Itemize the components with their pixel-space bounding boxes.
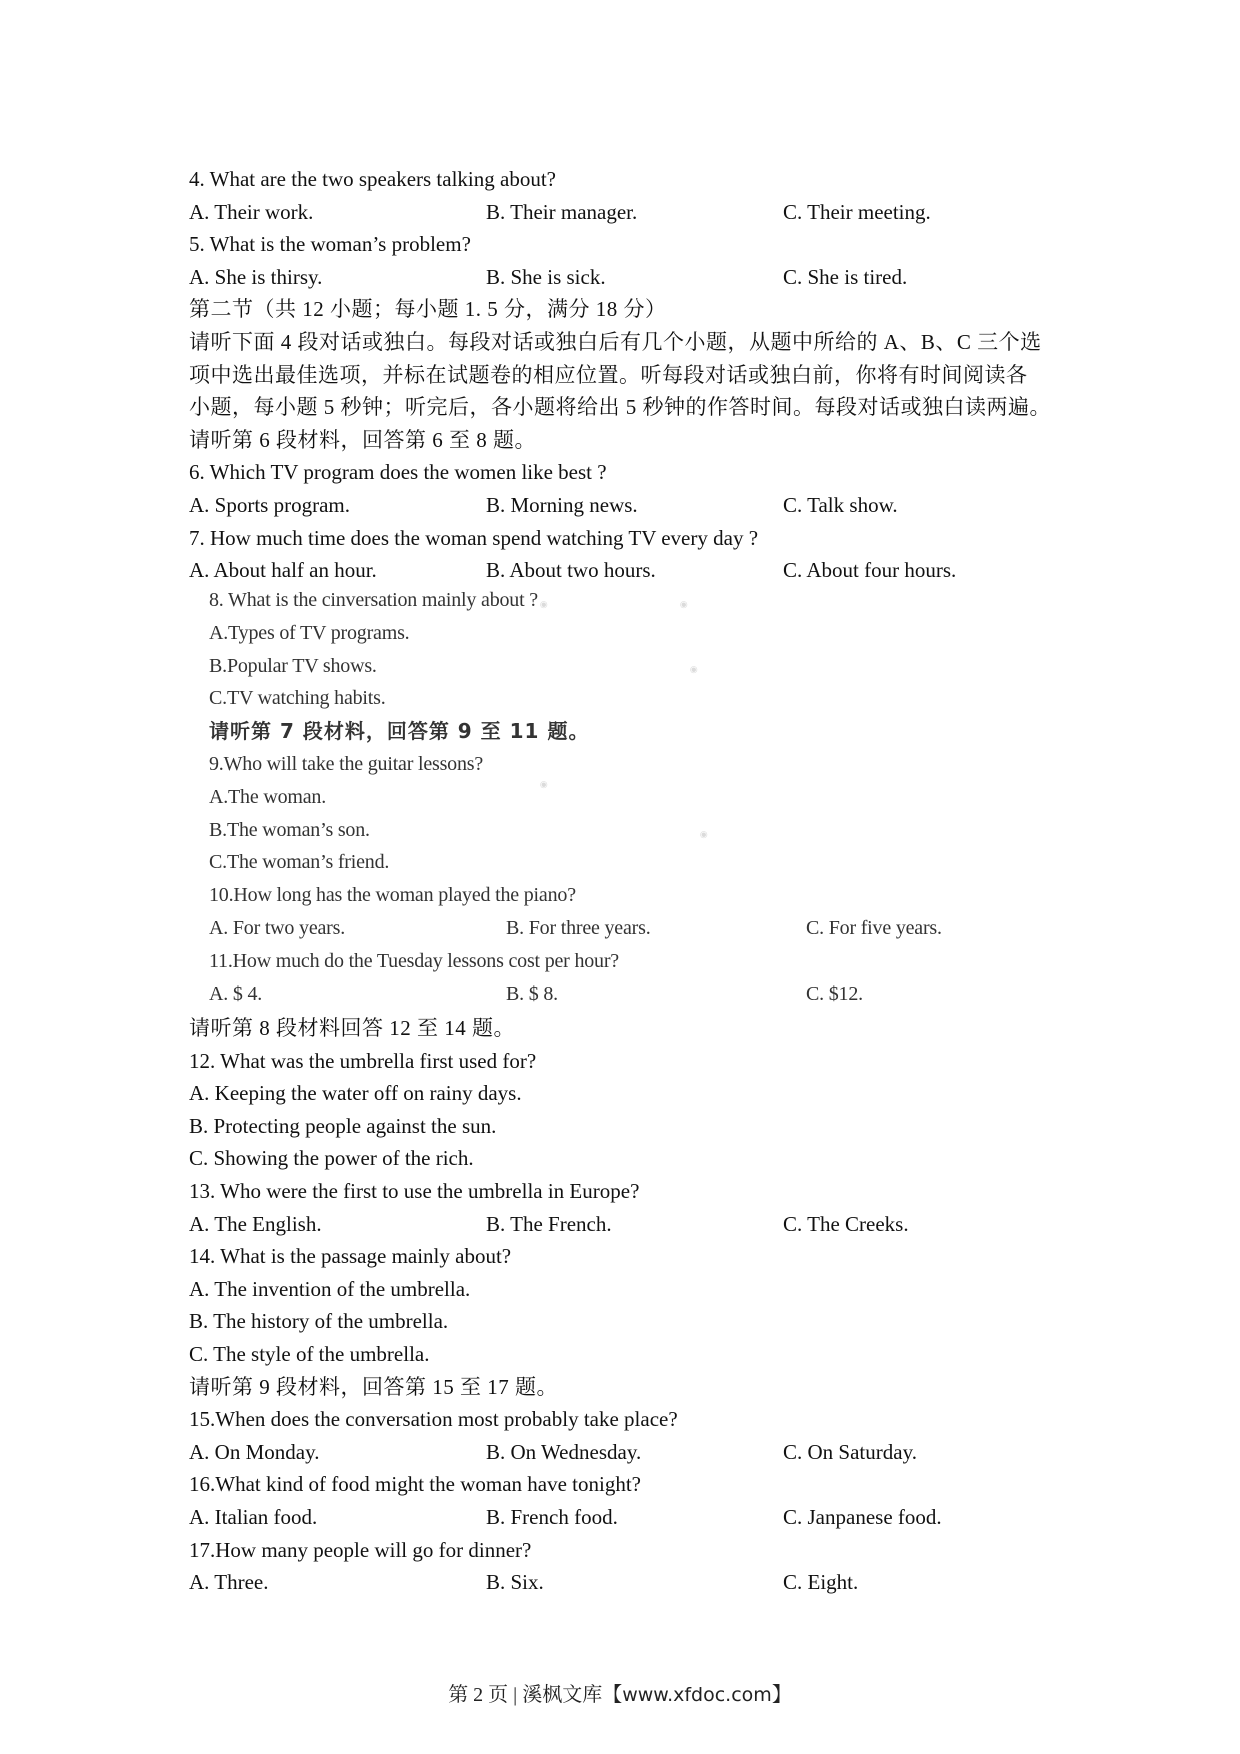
question-text: 5. What is the woman’s problem? [189,232,471,257]
answer-option-a: A. For two years. [209,916,346,939]
section-instruction: 请听第 7 段材料，回答第 9 至 11 题。 [209,719,590,744]
text-line [209,778,969,814]
question-text: C. The style of the umbrella. [189,1341,430,1366]
text-line [189,326,1069,359]
question-text: 15.When does the conversation most probably take place? [189,1407,678,1432]
text-line [189,424,1069,457]
section-instruction: 项中选出最佳选项，并标在试题卷的相应位置。听每段对话或独白前，你将有时间阅读各 [189,362,1028,387]
answer-option-c: C. On Saturday. [783,1439,917,1464]
question-text: 4. What are the two speakers talking about? [189,167,556,191]
text-line [189,1142,1069,1175]
answer-option-b: B. She is sick. [486,264,606,289]
answer-option-c: C. The Creeks. [783,1211,909,1236]
text-line [209,682,969,715]
question-text: B. Protecting people against the sun. [189,1113,497,1138]
question-text: C.The woman’s friend. [209,851,390,874]
question-text: A. The invention of the umbrella. [189,1276,471,1301]
question-text: A. Keeping the water off on rainy days. [189,1081,522,1106]
text-line [209,748,969,781]
answer-options-row [189,1436,1069,1469]
question-text: 11.How much do the Tuesday lessons cost per hour? [209,949,619,972]
question-text: 16.What kind of food might the woman have tonight? [189,1472,641,1497]
answer-options-row [189,489,1069,522]
answer-options-row [209,978,969,1011]
answer-option-b: B. On Wednesday. [486,1439,642,1464]
text-line [209,879,969,912]
answer-option-a: A. Their work. [189,199,314,224]
section-instruction: 请听下面 4 段对话或独白。每段对话或独白后有几个小题，从题中所给的 A、B、C 三个选 [189,329,1042,354]
text-line [189,1273,1069,1306]
answer-option-c: C. Eight. [783,1570,859,1595]
question-text: B.The woman’s son. [209,818,370,841]
answer-options-row [189,1501,1069,1534]
text-line [209,846,969,879]
text-line [189,359,1069,392]
answer-option-a: A. $ 4. [209,982,263,1005]
question-text: C.TV watching habits. [209,687,386,710]
text-line [209,584,969,617]
answer-options-row [209,912,969,945]
text-line [209,945,969,978]
text-line [189,456,1069,489]
answer-option-c: C. She is tired. [783,264,908,289]
section-block-2 [189,1012,1069,1599]
answer-option-c: C. For five years. [806,916,942,939]
question-text: 12. What was the umbrella first used for? [189,1048,537,1073]
text-line [209,814,969,847]
text-line [209,650,969,683]
question-text: A.The woman. [209,785,327,808]
page-footer [0,1678,1240,1707]
footer-suffix: 】 [771,1684,792,1706]
text-line [189,1110,1069,1143]
answer-options-row [189,1566,1069,1599]
answer-option-b: B. Morning news. [486,492,638,517]
section-block-1 [189,163,1069,587]
question-text: 13. Who were the first to use the umbrella in Europe? [189,1178,640,1203]
question-text: 9.Who will take the guitar lessons? [209,752,484,775]
text-line [189,522,1069,555]
section-instruction: 请听第 6 段材料，回答第 6 至 8 题。 [189,427,536,452]
text-line [189,1012,1069,1045]
footer-prefix: 第 2 页 | 溪枫文库【 [448,1684,623,1706]
answer-option-b: B. About two hours. [486,558,656,583]
scanned-section [209,584,969,1010]
text-line [209,715,969,748]
answer-option-b: B. $ 8. [506,982,558,1005]
question-text: 8. What is the cinversation mainly about ? [209,589,538,611]
answer-option-a: A. Sports program. [189,492,350,517]
question-text: B. The history of the umbrella. [189,1309,449,1334]
answer-options-row [189,196,1069,229]
footer-url: www.xfdoc.com [622,1684,772,1706]
text-line [189,1077,1069,1110]
section-instruction: 小题，每小题 5 秒钟；听完后，各小题将给出 5 秒钟的作答时间。每段对话或独白读两遍。 [189,395,1051,420]
answer-option-c: C. Talk show. [783,492,898,517]
section-instruction: 第二节（共 12 小题；每小题 1. 5 分，满分 18 分） [189,297,667,322]
text-line [189,1468,1069,1501]
answer-option-b: B. French food. [486,1504,618,1529]
watermark-stamp: ◉ [678,598,690,612]
answer-option-a: A. Three. [189,1570,269,1595]
answer-option-c: C. Their meeting. [783,199,931,224]
watermark-stamp: ◉ [688,663,700,677]
answer-options-row [189,554,1069,587]
answer-option-b: B. For three years. [506,916,651,939]
text-line [189,391,1069,424]
question-text: A.Types of TV programs. [209,621,410,644]
answer-option-c: C. Janpanese food. [783,1504,942,1529]
question-text: C. Showing the power of the rich. [189,1146,474,1171]
answer-option-a: A. On Monday. [189,1439,320,1464]
question-text: 14. What is the passage mainly about? [189,1244,512,1269]
text-line [189,1371,1069,1404]
answer-option-b: B. Six. [486,1570,544,1595]
section-instruction: 请听第 9 段材料，回答第 15 至 17 题。 [189,1374,558,1399]
question-text: 6. Which TV program does the women like best ? [189,460,607,485]
answer-option-a: A. She is thirsy. [189,264,323,289]
text-line [189,1175,1069,1208]
answer-option-b: B. The French. [486,1211,612,1236]
question-text: 10.How long has the woman played the piano? [209,884,576,907]
text-line [189,228,1069,261]
answer-option-b: B. Their manager. [486,199,638,224]
text-line [189,1240,1069,1273]
answer-option-a: A. About half an hour. [189,558,377,583]
answer-option-a: A. Italian food. [189,1504,318,1529]
text-line [189,163,1069,196]
text-line [189,1305,1069,1338]
watermark-stamp: ◉ [698,828,710,842]
answer-option-c: C. About four hours. [783,558,957,583]
text-line [189,1403,1069,1436]
question-text: 7. How much time does the woman spend watching TV every day ? [189,525,759,550]
text-line [189,1338,1069,1371]
answer-option-a: A. The English. [189,1211,322,1236]
answer-options-row [189,1208,1069,1241]
watermark-stamp: ◉ [538,598,550,612]
text-line [209,617,969,650]
question-text: B.Popular TV shows. [209,654,377,677]
answer-options-row [189,261,1069,294]
text-line [189,1534,1069,1567]
question-text: 17.How many people will go for dinner? [189,1537,532,1562]
text-line [189,293,1069,326]
text-line [189,1045,1069,1078]
answer-option-c: C. $12. [806,982,863,1005]
watermark-stamp: ◉ [538,778,550,792]
section-instruction: 请听第 8 段材料回答 12 至 14 题。 [189,1016,515,1040]
